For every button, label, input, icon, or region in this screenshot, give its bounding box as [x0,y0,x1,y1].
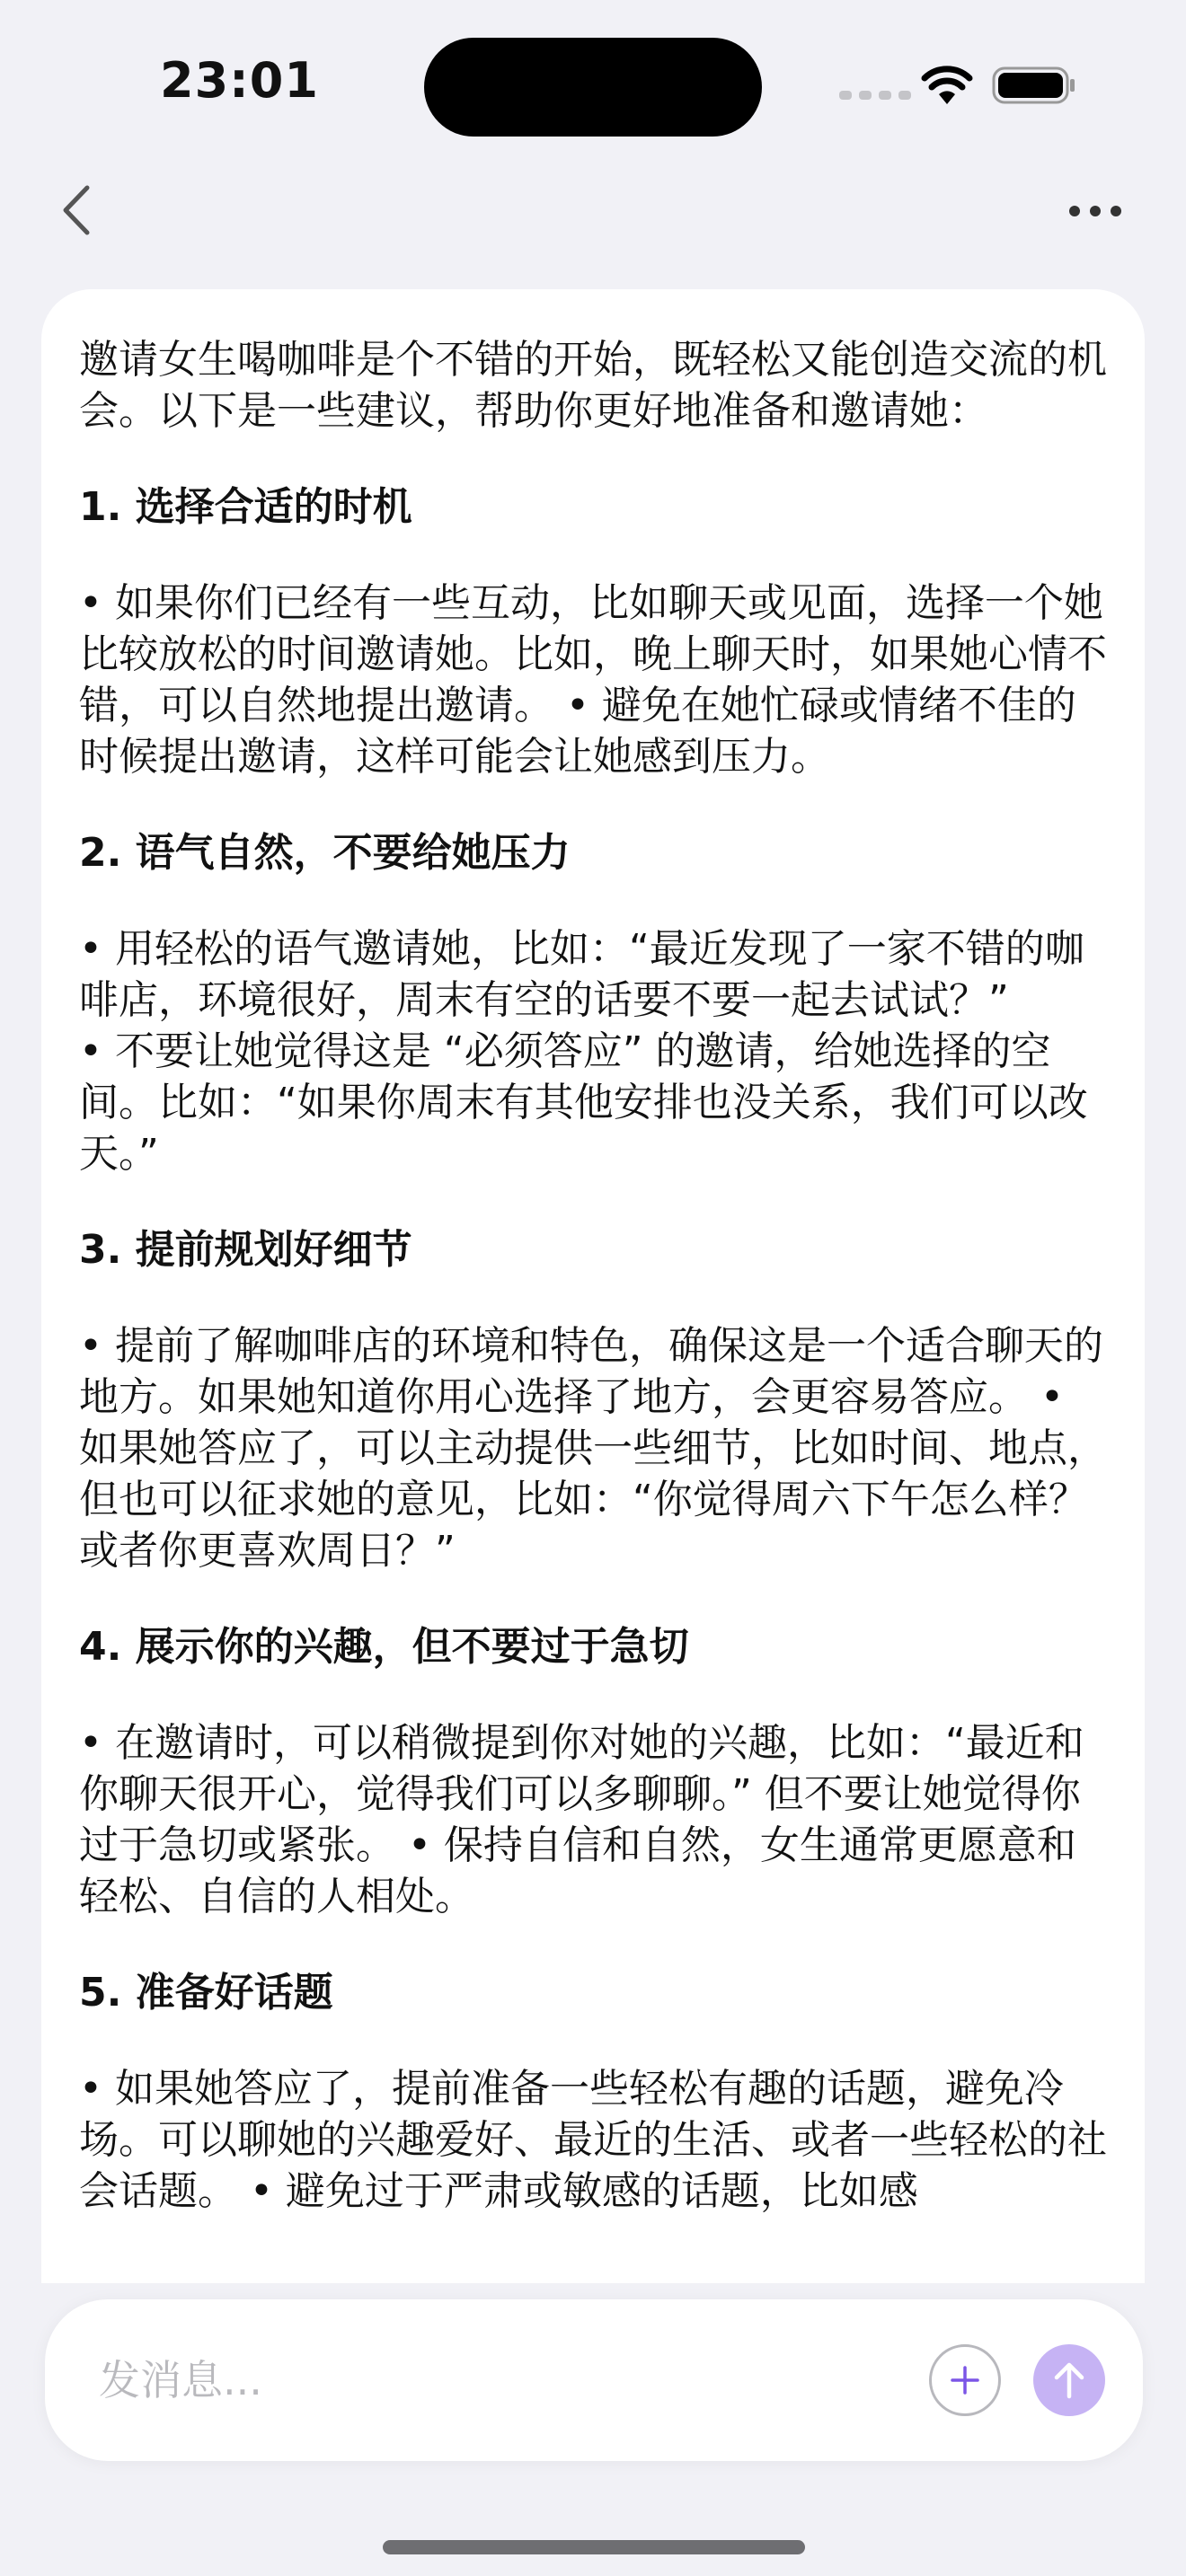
section-bullet: • 用轻松的语气邀请她，比如：“最近发现了一家不错的咖啡店，环境很好，周末有空的话要不要一起去试试？” [79,926,1084,1023]
section-bullet: • 在邀请时，可以稍微提到你对她的兴趣，比如：“最近和你聊天很开心，觉得我们可以多聊聊。” 但不要让她觉得你过于急切或紧张。 • 保持自信和自然，女生通常更愿意和轻松、自信的人相处。 [79,1720,1084,1919]
arrow-up-icon [1051,2360,1087,2400]
section-heading: 1. 选择合适的时机 [79,484,412,530]
home-indicator [383,2540,805,2554]
section-heading: 5. 准备好话题 [79,1970,333,2016]
section-bullet: • 不要让她觉得这是 “必须答应” 的邀请，给她选择的空间。比如：“如果你周末有其他安排也没关系，我们可以改天。” [79,1028,1088,1177]
chevron-left-icon [60,184,91,236]
status-time: 23:01 [160,52,319,109]
section-bullet: • 如果你们已经有一些互动，比如聊天或见面，选择一个她比较放松的时间邀请她。比如，晚上聊天时，如果她心情不错，可以自然地提出邀请。 • 避免在她忙碌或情绪不佳的时候提出邀请，这样可能会让她感到压力。 [79,580,1107,780]
section-heading: 2. 语气自然，不要给她压力 [79,830,571,876]
message-intro: 邀请女生喝咖啡是个不错的开始，既轻松又能创造交流的机会。以下是一些建议，帮助你更好地准备和邀请她： [79,337,1107,434]
section-heading: 3. 提前规划好细节 [79,1227,412,1273]
message-composer [45,2299,1143,2461]
cellular-signal-icon [839,91,911,100]
battery-icon [992,66,1076,104]
send-button[interactable] [1033,2344,1105,2416]
section-heading: 4. 展示你的兴趣，但不要过于急切 [79,1624,689,1670]
more-options-button[interactable] [1064,189,1127,234]
wifi-icon [920,63,974,106]
message-input[interactable] [99,2342,907,2418]
message-body [41,289,1145,2217]
section-bullet: • 提前了解咖啡店的环境和特色，确保这是一个适合聊天的地方。如果她知道你用心选择了地方，会更容易答应。 • 如果她答应了，可以主动提供一些细节，比如时间、地点，但也可以征求她的意见，比如：“你觉得周六下午怎么样？或者你更喜欢周日？” [79,1323,1107,1574]
back-button[interactable] [50,176,101,244]
ellipsis-icon [1068,205,1122,217]
section-bullet: • 如果她答应了，提前准备一些轻松有趣的话题，避免冷场。可以聊她的兴趣爱好、最近的生活、或者一些轻松的社会话题。 • 避免过于严肃或敏感的话题，比如感 [79,2066,1107,2214]
dynamic-island [424,38,762,137]
plus-circle-icon [947,2362,983,2398]
assistant-message-card [41,289,1145,2283]
add-attachment-button[interactable] [929,2344,1001,2416]
